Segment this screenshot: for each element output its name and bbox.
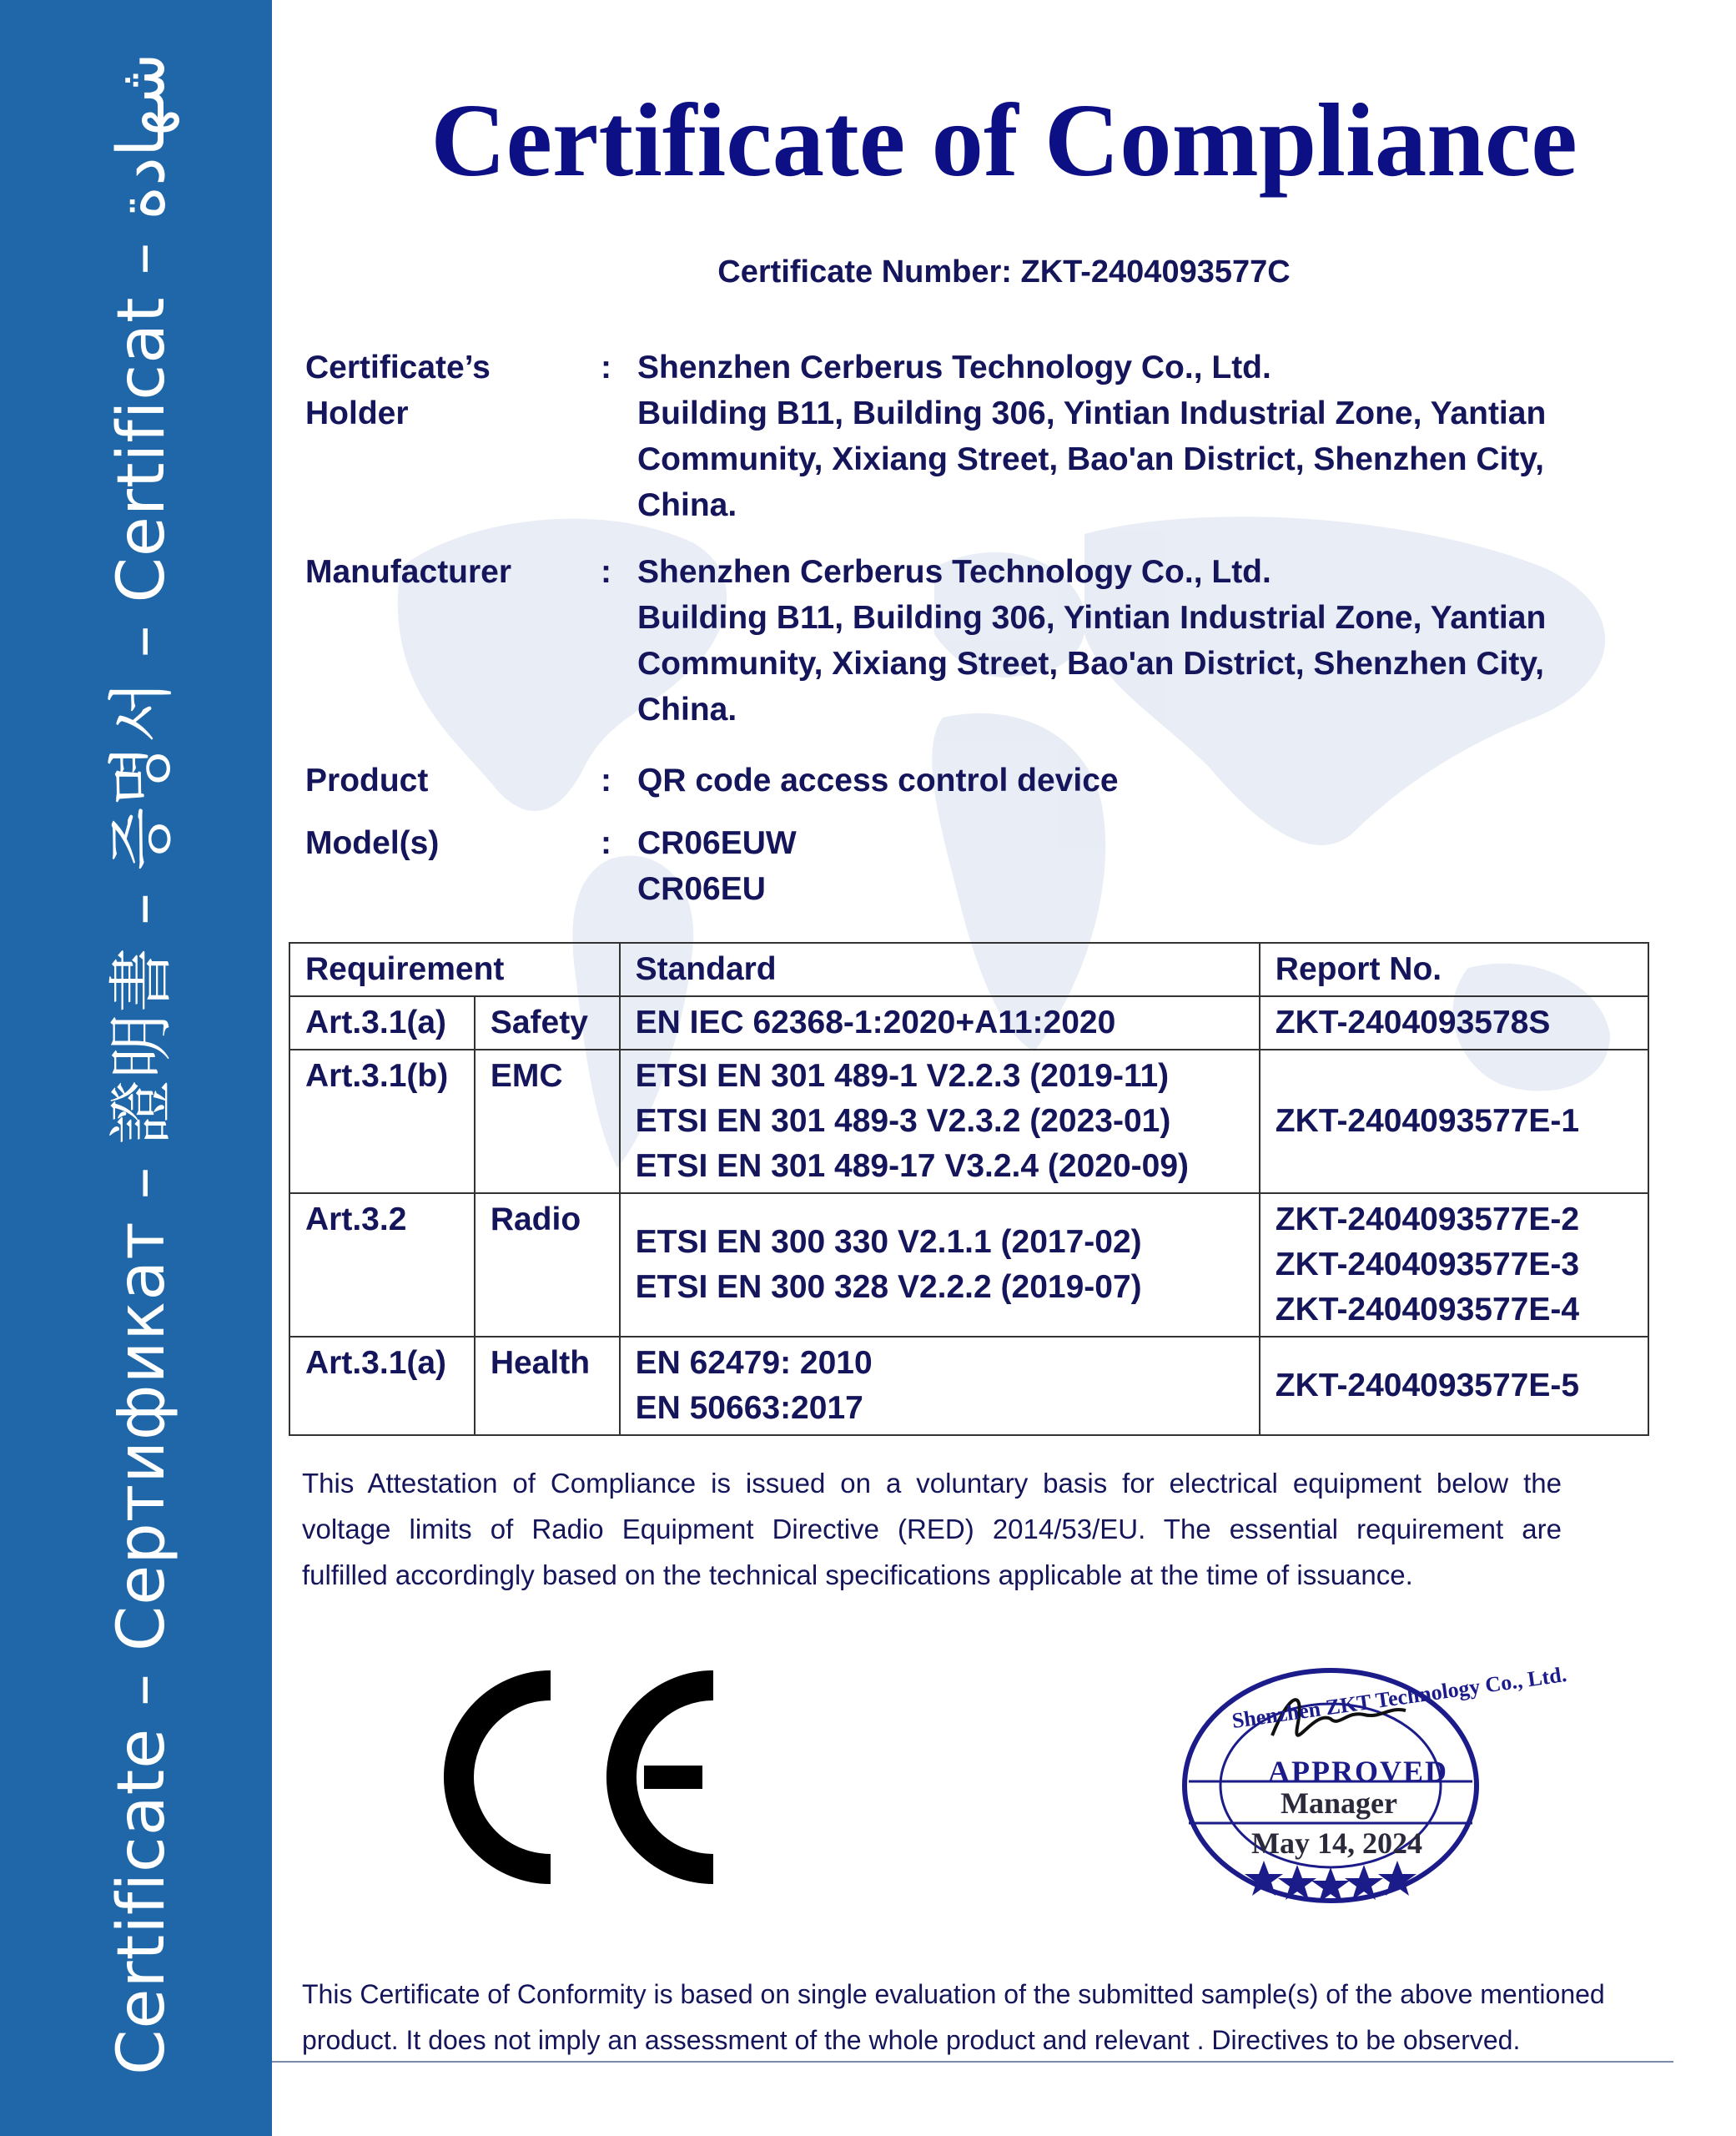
ce-mark-icon [425, 1669, 726, 1886]
table-row [289, 1193, 1648, 1337]
row-article: Art.3.1(a) [289, 996, 475, 1050]
holder-value [637, 345, 1638, 528]
stamp-role: Manager [1281, 1786, 1397, 1820]
holder-line: Shenzhen Cerberus Technology Co., Ltd. [637, 350, 1271, 385]
table-row [289, 1050, 1648, 1193]
standard-item: ETSI EN 301 489-17 V3.2.4 (2020-09) [635, 1148, 1190, 1184]
row-standards [620, 996, 1260, 1050]
holder-colon: : [601, 350, 611, 385]
sidebar-multilingual-text: Certificate – Сертификат – 證明書 – 증명서 – Certificat – شهادة [104, 53, 179, 2075]
requirements-table [289, 942, 1649, 1436]
models-colon: : [601, 825, 611, 861]
row-standards [620, 1337, 1260, 1435]
models-label: Model(s) [305, 825, 440, 861]
row-category: Radio [475, 1193, 620, 1337]
holder-line: Building B11, Building 306, Yintian Industrial Zone, Yantian [637, 395, 1547, 431]
standard-item: ETSI EN 301 489-3 V2.3.2 (2023-01) [635, 1103, 1171, 1139]
row-standards [620, 1193, 1260, 1337]
standard-item: EN 50663:2017 [635, 1390, 863, 1426]
row-article: Art.3.1(a) [289, 1337, 475, 1435]
standard-item: EN 62479: 2010 [635, 1345, 873, 1381]
manufacturer-value [637, 549, 1638, 733]
models-value [637, 820, 1638, 912]
certificate-title: Certificate of Compliance [430, 83, 1577, 199]
row-category: EMC [475, 1050, 620, 1193]
header-report: Report No. [1260, 943, 1648, 996]
standard-item: EN IEC 62368-1:2020+A11:2020 [635, 1005, 1116, 1040]
manufacturer-line: Shenzhen Cerberus Technology Co., Ltd. [637, 554, 1271, 590]
row-category: Health [475, 1337, 620, 1435]
attestation-line: fulfilled accordingly based on the technical specifications applicable at the time of issuance. [302, 1559, 1413, 1590]
standard-item: ETSI EN 300 330 V2.1.1 (2017-02) [635, 1224, 1142, 1260]
manufacturer-label: Manufacturer [305, 554, 512, 590]
attestation-paragraph [302, 1460, 1562, 1598]
holder-line: China. [637, 487, 737, 523]
holder-label-line1: Certificate’s [305, 350, 491, 385]
row-reports [1260, 1050, 1648, 1193]
row-article: Art.3.1(b) [289, 1050, 475, 1193]
row-category: Safety [475, 996, 620, 1050]
row-article: Art.3.2 [289, 1193, 475, 1337]
report-item: ZKT-2404093577E-4 [1275, 1292, 1580, 1327]
holder-label [305, 345, 491, 436]
holder-label-line2: Holder [305, 395, 409, 431]
product-colon: : [601, 763, 611, 798]
stamp-ring-text: Shenzhen ZKT Technology Co., Ltd. [1230, 1661, 1568, 1734]
manufacturer-line: Building B11, Building 306, Yintian Industrial Zone, Yantian [637, 600, 1547, 636]
stamp-approved: APPROVED [1268, 1755, 1448, 1788]
report-item: ZKT-2404093577E-5 [1275, 1368, 1580, 1403]
model-item: CR06EU [637, 871, 766, 907]
table-header-row [289, 943, 1648, 996]
product-value: QR code access control device [637, 763, 1119, 798]
row-reports [1260, 996, 1648, 1050]
row-standards [620, 1050, 1260, 1193]
report-item: ZKT-2404093577E-2 [1275, 1202, 1580, 1237]
manufacturer-colon: : [601, 554, 611, 590]
row-reports [1260, 1193, 1648, 1337]
approval-stamp [1172, 1660, 1568, 1911]
holder-line: Community, Xixiang Street, Bao'an District, Shenzhen City, [637, 441, 1545, 477]
manufacturer-line: China. [637, 692, 737, 728]
stamp-date: May 14, 2024 [1251, 1826, 1422, 1860]
model-item: CR06EUW [637, 825, 797, 861]
header-requirement: Requirement [289, 943, 620, 996]
product-label: Product [305, 763, 429, 798]
header-standard: Standard [620, 943, 1260, 996]
report-item: ZKT-2404093577E-1 [1275, 1103, 1580, 1139]
certificate-number: Certificate Number: ZKT-2404093577C [717, 254, 1291, 290]
attestation-line: voltage limits of Radio Equipment Directive (RED) 2014/53/EU. The essential requirement are [302, 1514, 1562, 1544]
table-row [289, 1337, 1648, 1435]
footer-paragraph [302, 1972, 1670, 2063]
footer-divider [272, 2061, 1673, 2063]
table-row [289, 996, 1648, 1050]
sidebar-band [0, 0, 272, 2136]
footer-line: product. It does not imply an assessment of the whole product and relevant . Directives to be observed. [302, 2025, 1521, 2055]
row-reports [1260, 1337, 1648, 1435]
attestation-line: This Attestation of Compliance is issued on a voluntary basis for electrical equipment below the [302, 1468, 1562, 1499]
standard-item: ETSI EN 300 328 V2.2.2 (2019-07) [635, 1269, 1142, 1305]
standard-item: ETSI EN 301 489-1 V2.2.3 (2019-11) [635, 1058, 1170, 1094]
report-item: ZKT-2404093577E-3 [1275, 1247, 1580, 1282]
report-item: ZKT-2404093578S [1275, 1005, 1551, 1040]
footer-line: This Certificate of Conformity is based on single evaluation of the submitted sample(s) of the above mentioned [302, 1979, 1605, 2009]
manufacturer-line: Community, Xixiang Street, Bao'an District, Shenzhen City, [637, 646, 1545, 682]
